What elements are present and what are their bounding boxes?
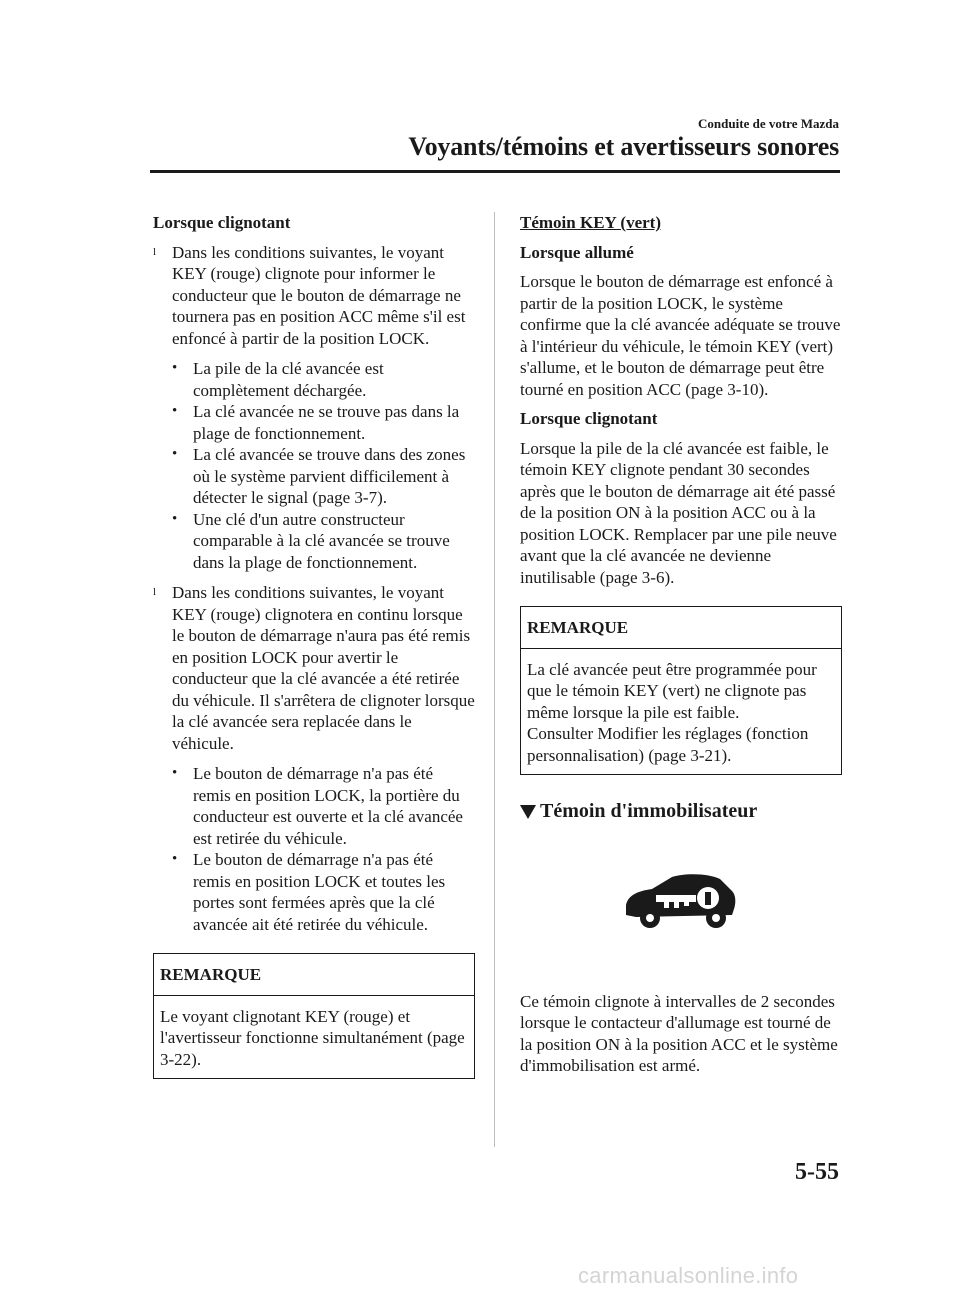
- sub-bullet-icon: •: [172, 851, 178, 867]
- note-body-line: La clé avancée peut être programmée pour que le témoin KEY (vert) ne clignote pas même lorsque la pile est faible.: [527, 659, 817, 722]
- bullet-text: Dans les conditions suivantes, le voyant KEY (rouge) clignote pour informer le conducteur que le bouton de démarrage ne tournera pas en position ACC même s'il est enfoncé à partir de la position LOCK.: [172, 242, 466, 348]
- list-item: [153, 242, 475, 574]
- list-item: [172, 849, 475, 935]
- immobilizer-car-key-icon: [622, 871, 740, 929]
- paragraph-flashing: Lorsque la pile de la clé avancée est faible, le témoin KEY clignote pendant 30 secondes après que le bouton de démarrage ait été passé de la position ON à la position ACC ou à la position LOCK. Remplacer par une pile neuve avant que la clé avancée ne devienne inutilisable (page 3-6).: [520, 438, 837, 587]
- header-rule: [150, 170, 840, 173]
- subheading-flashing: Lorsque clignotant: [520, 409, 658, 428]
- sub-list: [172, 358, 475, 573]
- list-item: [172, 763, 475, 849]
- bullet-icon: l: [153, 586, 157, 598]
- sub-bullet-text: Une clé d'un autre constructeur comparable à la clé avancée se trouve dans la plage de fonctionnement.: [193, 509, 450, 572]
- note-box-left: [153, 953, 475, 1079]
- triangle-down-icon: [520, 805, 536, 819]
- sub-bullet-icon: •: [172, 403, 178, 419]
- sub-bullet-icon: •: [172, 765, 178, 781]
- left-heading: Lorsque clignotant: [153, 213, 291, 232]
- key-green-heading: Témoin KEY (vert): [520, 213, 662, 232]
- sub-bullet-text: La pile de la clé avancée est complètement déchargée.: [193, 359, 384, 400]
- list-item: [172, 401, 475, 444]
- note-title: REMARQUE: [154, 954, 474, 996]
- left-bullet-list: [153, 242, 475, 936]
- right-column: [520, 212, 842, 1085]
- section-title-text: Témoin d'immobilisateur: [540, 800, 758, 822]
- left-column: [153, 212, 475, 1079]
- column-divider: [494, 212, 495, 1147]
- header-title: Voyants/témoins et avertisseurs sonores: [408, 132, 839, 161]
- sub-bullet-text: La clé avancée se trouve dans des zones où le système parvient difficilement à détecter le signal (page 3-7).: [193, 445, 466, 507]
- list-item: [172, 358, 475, 401]
- note-body-line: Consulter Modifier les réglages (fonction personnalisation) (page 3-21).: [527, 724, 809, 765]
- header-subtitle: Conduite de votre Mazda: [698, 116, 839, 131]
- sub-bullet-text: La clé avancée ne se trouve pas dans la plage de fonctionnement.: [193, 402, 460, 443]
- subheading-lit: Lorsque allumé: [520, 242, 634, 262]
- sub-list: [172, 763, 475, 935]
- watermark: carmanualsonline.info: [578, 1263, 799, 1288]
- note-body: Le voyant clignotant KEY (rouge) et l'avertisseur fonctionne simultanément (page 3-22).: [160, 1006, 465, 1069]
- sub-bullet-text: Le bouton de démarrage n'a pas été remis en position LOCK, la portière du conducteur est ouverte et la clé avancée est retirée du véhicule.: [193, 764, 463, 848]
- list-item: [172, 509, 475, 574]
- sub-bullet-icon: •: [172, 510, 178, 527]
- paragraph-immobilizer: Ce témoin clignote à intervalles de 2 secondes lorsque le contacteur d'allumage est tourné de la position ON à la position ACC et le système d'immobilisation est armé.: [520, 991, 838, 1075]
- bullet-text: Dans les conditions suivantes, le voyant KEY (rouge) clignotera en continu lorsque le bouton de démarrage n'aura pas été remis en position LOCK pour avertir le conducteur que la clé avancée a été retirée du véhicule. Il s'arrêtera de clignoter lorsque la clé avancée sera replacée dans le véhicule.: [172, 583, 475, 753]
- list-item: [172, 444, 475, 509]
- paragraph-lit: Lorsque le bouton de démarrage est enfoncé à partir de la position LOCK, le système confirme que la clé avancée adéquate se trouve à l'intérieur du véhicule, le témoin KEY (vert) s'allume, et le bouton de démarrage peut être tourné en position ACC (page 3-10).: [520, 272, 841, 399]
- note-box-right: [520, 606, 842, 775]
- sub-bullet-icon: •: [172, 360, 178, 376]
- sub-bullet-text: Le bouton de démarrage n'a pas été remis en position LOCK et toutes les portes sont fermées après que la clé avancée ait été retirée du véhicule.: [193, 850, 446, 934]
- list-item: [153, 582, 475, 935]
- note-body: [521, 649, 841, 775]
- note-title: REMARQUE: [521, 607, 841, 649]
- immobilizer-icon-wrap: [520, 871, 842, 931]
- sub-bullet-icon: •: [172, 446, 178, 462]
- bullet-icon: l: [153, 245, 157, 258]
- page-number: 5-55: [795, 1159, 839, 1185]
- immobilizer-section-title: [520, 801, 842, 823]
